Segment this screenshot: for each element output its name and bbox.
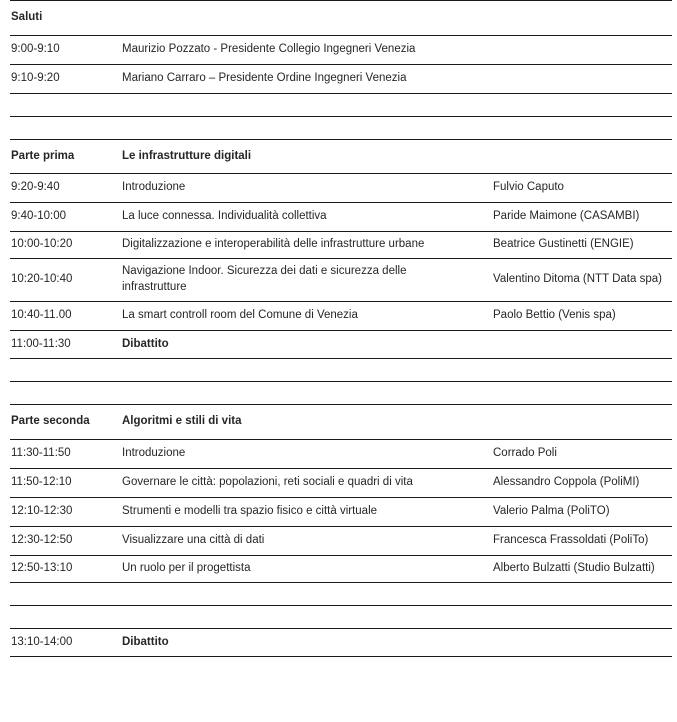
row-description: La luce connessa. Individualità collettiva xyxy=(113,203,483,232)
row-description: Governare le città: popolazioni, reti sociali e quadri di vita xyxy=(113,469,483,498)
table-row xyxy=(10,232,672,259)
table-row xyxy=(10,259,672,302)
row-speaker: Fulvio Caputo xyxy=(483,174,672,203)
row-description: Navigazione Indoor. Sicurezza dei dati e sicurezza delle infrastrutture xyxy=(113,259,483,302)
table-row xyxy=(10,174,672,203)
row-time: 9:00-9:10 xyxy=(10,35,113,64)
row-description: Mariano Carraro – Presidente Ordine Ingegneri Venezia xyxy=(113,64,483,93)
row-time: 12:50-13:10 xyxy=(10,555,113,582)
table-row xyxy=(10,64,672,93)
section-spacer-rule xyxy=(10,605,672,628)
section-header-right xyxy=(483,139,672,174)
row-time: 10:40-11.00 xyxy=(10,301,113,330)
table-row xyxy=(10,440,672,469)
row-description: Dibattito xyxy=(113,330,483,359)
row-description: La smart controll room del Comune di Venezia xyxy=(113,301,483,330)
row-time: 9:40-10:00 xyxy=(10,203,113,232)
row-description: Introduzione xyxy=(113,440,483,469)
table-row-dibattito xyxy=(10,330,672,359)
row-speaker xyxy=(483,628,672,657)
row-speaker xyxy=(483,64,672,93)
row-speaker xyxy=(483,35,672,64)
row-description: Introduzione xyxy=(113,174,483,203)
row-description: Digitalizzazione e interoperabilità delle infrastrutture urbane xyxy=(113,232,483,259)
row-time: 12:10-12:30 xyxy=(10,498,113,527)
row-speaker: Francesca Frassoldati (PoliTo) xyxy=(483,526,672,555)
section-header-middle xyxy=(113,1,483,36)
section-spacer-rule xyxy=(10,382,672,405)
row-speaker: Valentino Ditoma (NTT Data spa) xyxy=(483,259,672,302)
section-header-parte-prima xyxy=(10,139,672,174)
table-row xyxy=(10,498,672,527)
table-row-dibattito-finale xyxy=(10,628,672,657)
row-description: Strumenti e modelli tra spazio fisico e città virtuale xyxy=(113,498,483,527)
row-speaker: Paolo Bettio (Venis spa) xyxy=(483,301,672,330)
row-description: Visualizzare una città di dati xyxy=(113,526,483,555)
row-description: Dibattito xyxy=(113,628,483,657)
row-speaker: Valerio Palma (PoliTO) xyxy=(483,498,672,527)
table-row xyxy=(10,35,672,64)
section-gap xyxy=(10,582,672,605)
row-speaker: Corrado Poli xyxy=(483,440,672,469)
section-header-left: Saluti xyxy=(10,1,113,36)
section-header-left: Parte prima xyxy=(10,139,113,174)
section-gap xyxy=(10,93,672,116)
row-description: Maurizio Pozzato - Presidente Collegio Ingegneri Venezia xyxy=(113,35,483,64)
row-time: 13:10-14:00 xyxy=(10,628,113,657)
row-time: 11:50-12:10 xyxy=(10,469,113,498)
agenda-table-body xyxy=(10,1,672,657)
table-row xyxy=(10,526,672,555)
table-row xyxy=(10,555,672,582)
row-time: 10:20-10:40 xyxy=(10,259,113,302)
row-time: 10:00-10:20 xyxy=(10,232,113,259)
row-speaker: Alessandro Coppola (PoliMI) xyxy=(483,469,672,498)
row-description: Un ruolo per il progettista xyxy=(113,555,483,582)
table-row xyxy=(10,203,672,232)
section-gap xyxy=(10,359,672,382)
row-time: 11:00-11:30 xyxy=(10,330,113,359)
row-time: 9:10-9:20 xyxy=(10,64,113,93)
section-header-left: Parte seconda xyxy=(10,405,113,440)
section-spacer-rule xyxy=(10,116,672,139)
section-header-right xyxy=(483,405,672,440)
section-header-parte-seconda xyxy=(10,405,672,440)
row-time: 12:30-12:50 xyxy=(10,526,113,555)
row-time: 11:30-11:50 xyxy=(10,440,113,469)
section-header-middle: Le infrastrutture digitali xyxy=(113,139,483,174)
section-header-saluti xyxy=(10,1,672,36)
row-time: 9:20-9:40 xyxy=(10,174,113,203)
row-speaker: Paride Maimone (CASAMBI) xyxy=(483,203,672,232)
table-row xyxy=(10,469,672,498)
row-speaker xyxy=(483,330,672,359)
agenda-table xyxy=(10,0,672,657)
table-row xyxy=(10,301,672,330)
row-speaker: Beatrice Gustinetti (ENGIE) xyxy=(483,232,672,259)
section-header-middle: Algoritmi e stili di vita xyxy=(113,405,483,440)
section-header-right xyxy=(483,1,672,36)
row-speaker: Alberto Bulzatti (Studio Bulzatti) xyxy=(483,555,672,582)
